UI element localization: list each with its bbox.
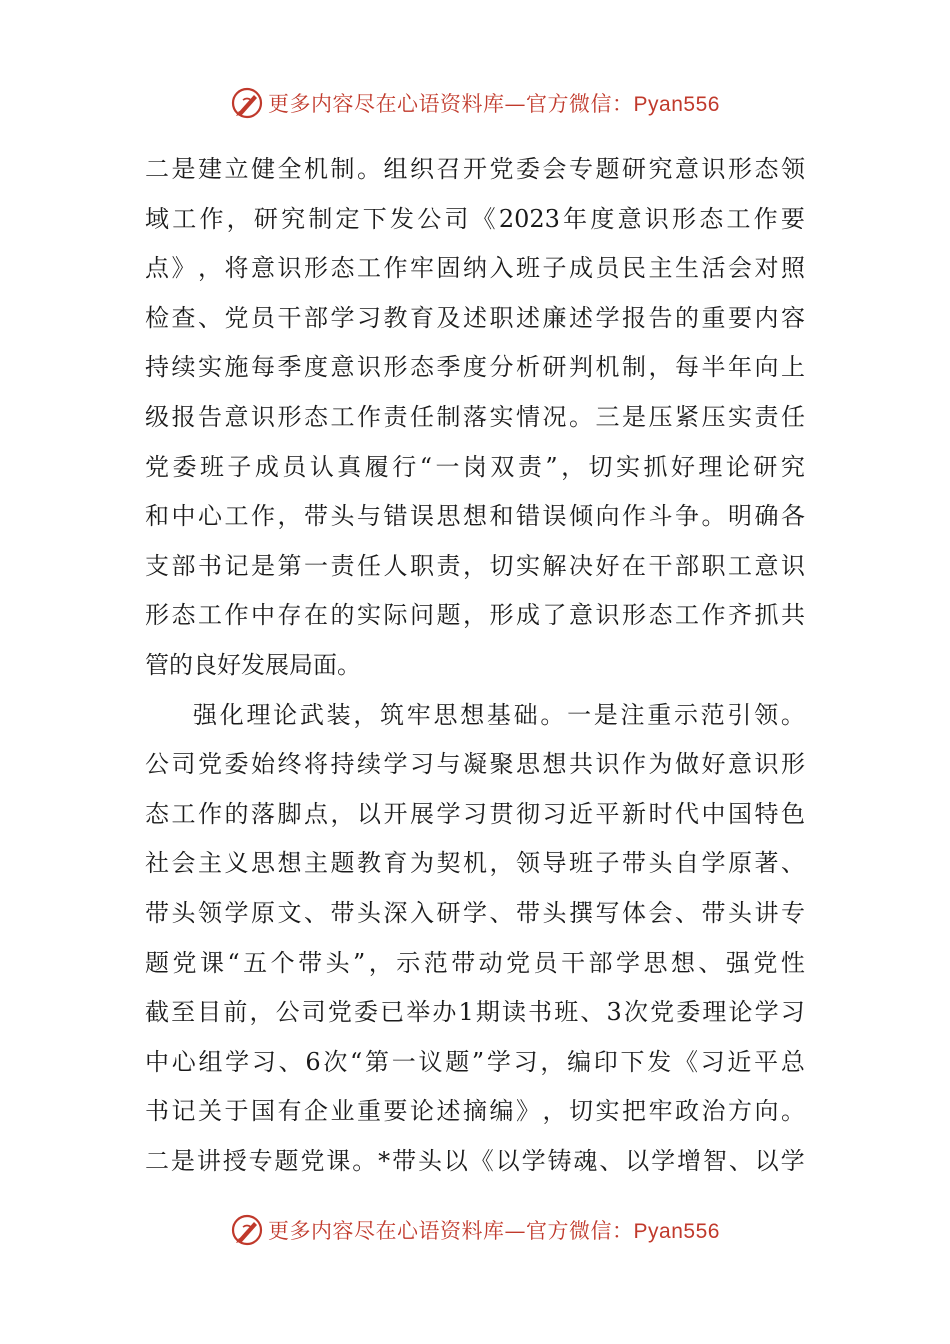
text-line: 态 工 作 的 落 脚 点 ， 以 开 展 学 习 贯 彻 习 近 平 新 时 代 中 国 特 色 bbox=[145, 799, 805, 828]
document-body bbox=[145, 145, 805, 1186]
text-line: 带 头 领 学 原 文 、 带 头 深 入 研 学 、 带 头 撰 写 体 会 、 带 头 讲 专 bbox=[145, 898, 805, 927]
text-line: 题 党 课 “ 五 个 带 头 ” ， 示 范 带 动 党 员 干 部 学 思 想 、 强 党 性 bbox=[145, 948, 805, 977]
text-line: 和 中 心 工 作 ， 带 头 与 错 误 思 想 和 错 误 倾 向 作 斗 争 。 明 确 各 bbox=[145, 502, 805, 531]
text-line: 级 报 告 意 识 形 态 工 作 责 任 制 落 实 情 况 。 三 是 压 紧 压 实 责 任 bbox=[145, 402, 805, 431]
pen-logo-icon bbox=[230, 1213, 264, 1247]
text-line: 检 查 、 党 员 干 部 学 习 教 育 及 述 职 述 廉 述 学 报 告 的 重 要 内 容 bbox=[145, 303, 805, 332]
header-watermark-text: 更多内容尽在心语资料库—官方微信：Pyan556 bbox=[268, 92, 720, 116]
text-line: 社 会 主 义 思 想 主 题 教 育 为 契 机 ， 领 导 班 子 带 头 自 学 原 著 、 bbox=[145, 849, 805, 878]
pen-logo-icon bbox=[230, 86, 264, 120]
text-line: 支 部 书 记 是 第 一 责 任 人 职 责 ， 切 实 解 决 好 在 干 部 职 工 意 识 bbox=[145, 551, 805, 580]
text-line: 书 记 关 于 国 有 企 业 重 要 论 述 摘 编 》 ， 切 实 把 牢 政 治 方 向 。 bbox=[145, 1097, 805, 1126]
header-watermark-banner bbox=[0, 83, 950, 123]
text-line: 公 司 党 委 始 终 将 持 续 学 习 与 凝 聚 思 想 共 识 作 为 做 好 意 识 形 bbox=[145, 750, 805, 779]
text-line: 二 是 建 立 健 全 机 制 。 组 织 召 开 党 委 会 专 题 研 究 意 识 形 态 领 bbox=[145, 155, 805, 183]
text-line: 二 是 讲 授 专 题 党 课 。 * 带 头 以 《 以 学 铸 魂 、 以 学 增 智 、 以 学 bbox=[145, 1146, 805, 1175]
text-line: 持 续 实 施 每 季 度 意 识 形 态 季 度 分 析 研 判 机 制 ， 每 半 年 向 上 bbox=[145, 353, 805, 382]
footer-watermark-text: 更多内容尽在心语资料库—官方微信：Pyan556 bbox=[268, 1219, 720, 1243]
text-line: 域 工 作 ， 研 究 制 定 下 发 公 司 《 2023 年 度 意 识 形 态 工 作 要 bbox=[145, 204, 805, 233]
text-line: 强 化 理 论 武 装 ， 筑 牢 思 想 基 础 。 一 是 注 重 示 范 引 领 。 bbox=[193, 700, 805, 729]
text-line: 管的良好发展局面。 bbox=[145, 650, 361, 679]
text-line: 点 》 ， 将 意 识 形 态 工 作 牢 固 纳 入 班 子 成 员 民 主 生 活 会 对 照 bbox=[145, 254, 805, 283]
text-line: 截 至 目 前 ， 公 司 党 委 已 举 办 1 期 读 书 班 、 3 次 党 委 理 论 学 习 bbox=[145, 998, 805, 1027]
text-line: 形 态 工 作 中 存 在 的 实 际 问 题 ， 形 成 了 意 识 形 态 工 作 齐 抓 共 bbox=[145, 601, 805, 630]
text-line: 中 心 组 学 习 、 6 次 “ 第 一 议 题 ” 学 习 ， 编 印 下 发 《 习 近 平 总 bbox=[145, 1047, 805, 1076]
text-line: 党 委 班 子 成 员 认 真 履 行 “ 一 岗 双 责 ” ， 切 实 抓 好 理 论 研 究 bbox=[145, 452, 805, 481]
footer-watermark-banner bbox=[0, 1210, 950, 1250]
